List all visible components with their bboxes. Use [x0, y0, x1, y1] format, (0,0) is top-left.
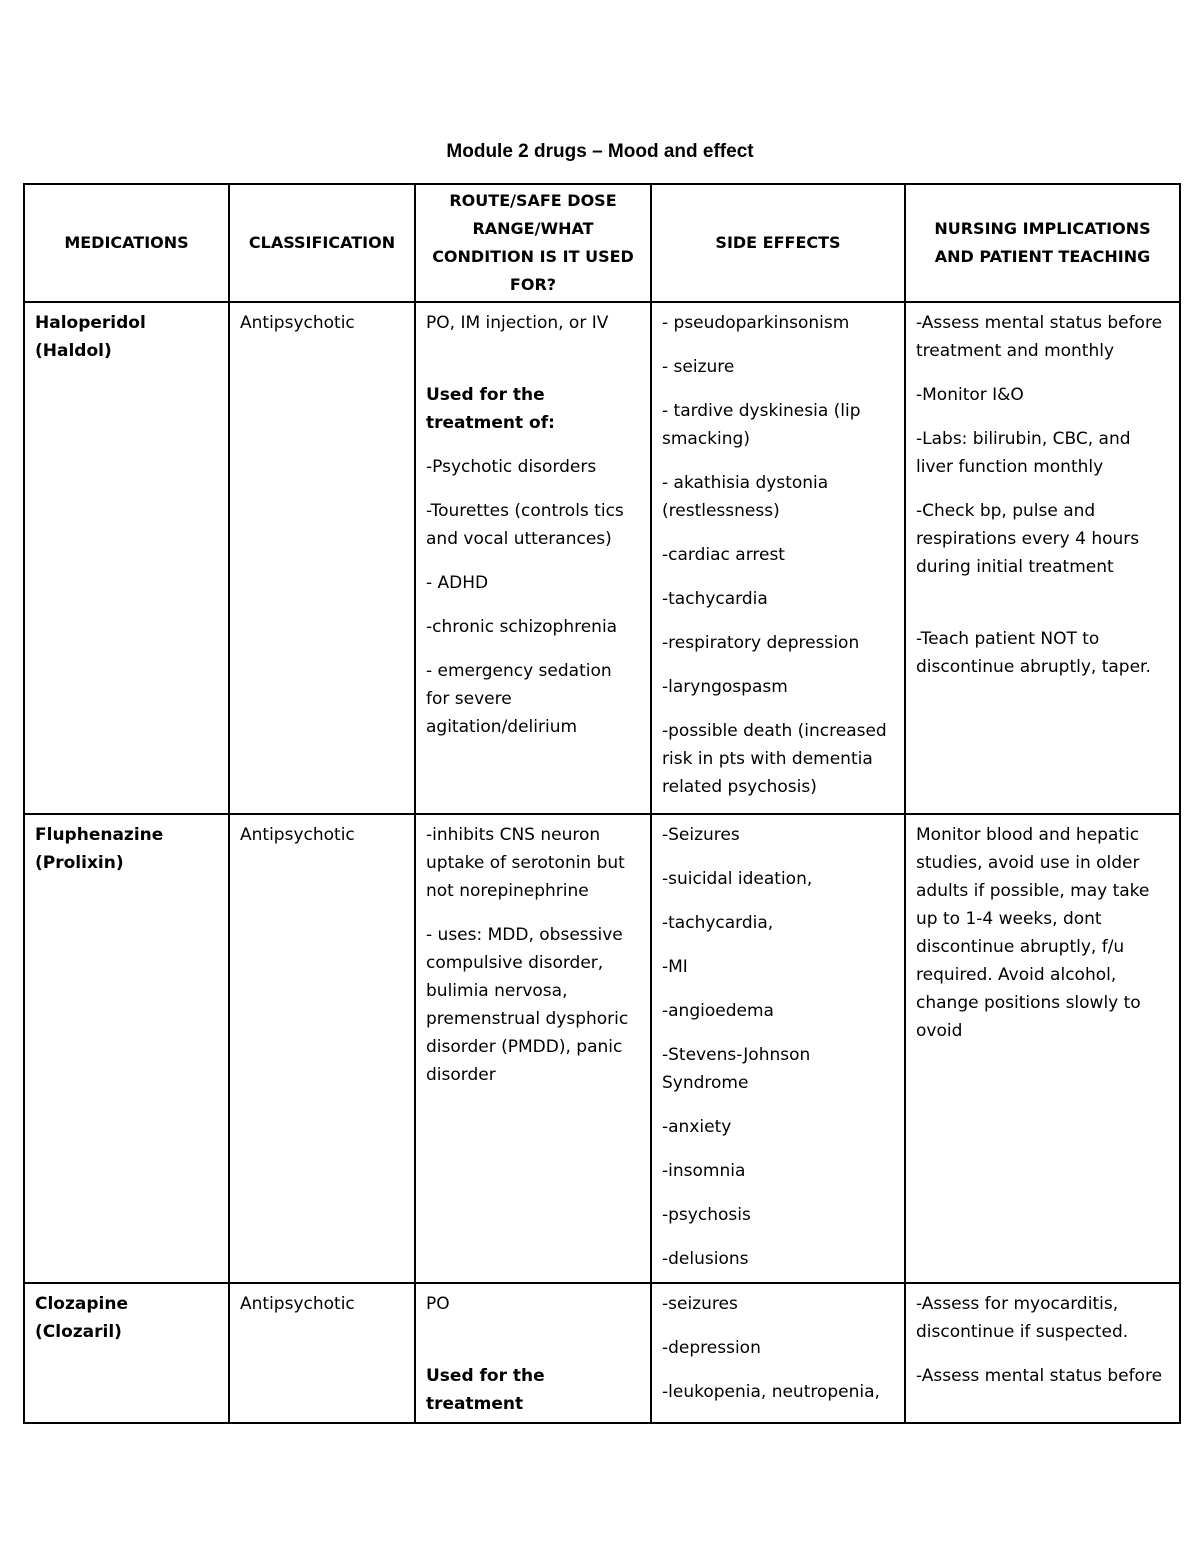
side-effect-line: -Stevens-Johnson Syndrome	[662, 1045, 811, 1093]
classification-cell: Antipsychotic	[229, 1283, 415, 1423]
route-cell	[415, 814, 651, 1283]
side-effect-line: -MI	[662, 957, 688, 977]
nursing-line: -Teach patient NOT to discontinue abruptly, taper.	[916, 629, 1151, 677]
header-medications: MEDICATIONS	[24, 184, 229, 302]
nursing-line: -Assess mental status before	[916, 1366, 1163, 1386]
header-route: ROUTE/SAFE DOSE RANGE/WHAT CONDITION IS IT USED FOR?	[415, 184, 651, 302]
nursing-line: -Assess mental status before treatment and monthly	[916, 313, 1163, 361]
route-line: -Tourettes (controls tics and vocal utterances)	[426, 501, 624, 549]
spacer	[916, 597, 1169, 625]
nursing-line: -Check bp, pulse and respirations every 4 hours during initial treatment	[916, 501, 1140, 577]
nursing-line: -Monitor I&O	[916, 385, 1024, 405]
header-row	[24, 184, 1180, 302]
side-effect-line: - akathisia dystonia (restlessness)	[662, 473, 829, 521]
route-line: PO	[426, 1294, 450, 1314]
side-effect-line: -suicidal ideation,	[662, 869, 813, 889]
nursing-cell	[905, 302, 1180, 814]
side-effect-line: -insomnia	[662, 1161, 746, 1181]
side-effect-line: -laryngospasm	[662, 677, 788, 697]
route-line: - uses: MDD, obsessive compulsive disorder, bulimia nervosa, premenstrual dysphoric disorder (PMDD), panic disorder	[426, 925, 629, 1085]
route-line: -Psychotic disorders	[426, 457, 597, 477]
header-side-effects: SIDE EFFECTS	[651, 184, 905, 302]
side-effects-cell	[651, 814, 905, 1283]
classification-cell: Antipsychotic	[229, 302, 415, 814]
medication-cell: Fluphenazine (Prolixin)	[24, 814, 229, 1283]
side-effect-line: - tardive dyskinesia (lip smacking)	[662, 401, 861, 449]
side-effect-line: -possible death (increased risk in pts with dementia related psychosis)	[662, 721, 887, 797]
side-effect-line: -cardiac arrest	[662, 545, 785, 565]
nursing-line: -Labs: bilirubin, CBC, and liver function monthly	[916, 429, 1131, 477]
route-line: - ADHD	[426, 573, 489, 593]
side-effects-cell	[651, 302, 905, 814]
side-effect-line: -leukopenia, neutropenia,	[662, 1382, 880, 1402]
page-title: Module 2 drugs – Mood and effect	[446, 141, 754, 162]
header-nursing: NURSING IMPLICATIONS AND PATIENT TEACHING	[905, 184, 1180, 302]
route-cell	[415, 1283, 651, 1423]
medication-cell: Clozapine (Clozaril)	[24, 1283, 229, 1423]
drug-table	[23, 183, 1181, 1424]
side-effect-line: - pseudoparkinsonism	[662, 313, 850, 333]
side-effect-line: -delusions	[662, 1249, 749, 1269]
classification-cell: Antipsychotic	[229, 814, 415, 1283]
route-line: -chronic schizophrenia	[426, 617, 618, 637]
medication-cell: Haloperidol (Haldol)	[24, 302, 229, 814]
route-line: - emergency sedation for severe agitation/delirium	[426, 661, 612, 737]
side-effect-line: -tachycardia	[662, 589, 768, 609]
route-cell	[415, 302, 651, 814]
nursing-cell	[905, 1283, 1180, 1423]
spacer	[426, 353, 640, 381]
nursing-line: -Assess for myocarditis, discontinue if suspected.	[916, 1294, 1129, 1342]
side-effect-line: -seizures	[662, 1294, 738, 1314]
side-effect-line: -anxiety	[662, 1117, 732, 1137]
side-effect-line: -respiratory depression	[662, 633, 860, 653]
side-effect-line: - seizure	[662, 357, 735, 377]
table-row	[24, 302, 1180, 814]
table-row	[24, 814, 1180, 1283]
side-effect-line: -Seizures	[662, 825, 740, 845]
route-line: -inhibits CNS neuron uptake of serotonin but not norepinephrine	[426, 825, 625, 901]
side-effect-line: -depression	[662, 1338, 761, 1358]
table-row	[24, 1283, 1180, 1423]
side-effect-line: -angioedema	[662, 1001, 774, 1021]
side-effects-cell	[651, 1283, 905, 1423]
nursing-line: Monitor blood and hepatic studies, avoid use in older adults if possible, may take up to 1-4 weeks, dont discontinue abruptly, f/u required. Avoid alcohol, change positions slowly to ovoid	[916, 825, 1150, 1041]
side-effect-line: -psychosis	[662, 1205, 751, 1225]
route-line: Used for the treatment	[426, 1366, 545, 1414]
nursing-cell	[905, 814, 1180, 1283]
route-line: Used for the treatment of:	[426, 385, 555, 433]
header-classification: CLASSIFICATION	[229, 184, 415, 302]
spacer	[426, 1334, 640, 1362]
side-effect-line: -tachycardia,	[662, 913, 774, 933]
route-line: PO, IM injection, or IV	[426, 313, 609, 333]
